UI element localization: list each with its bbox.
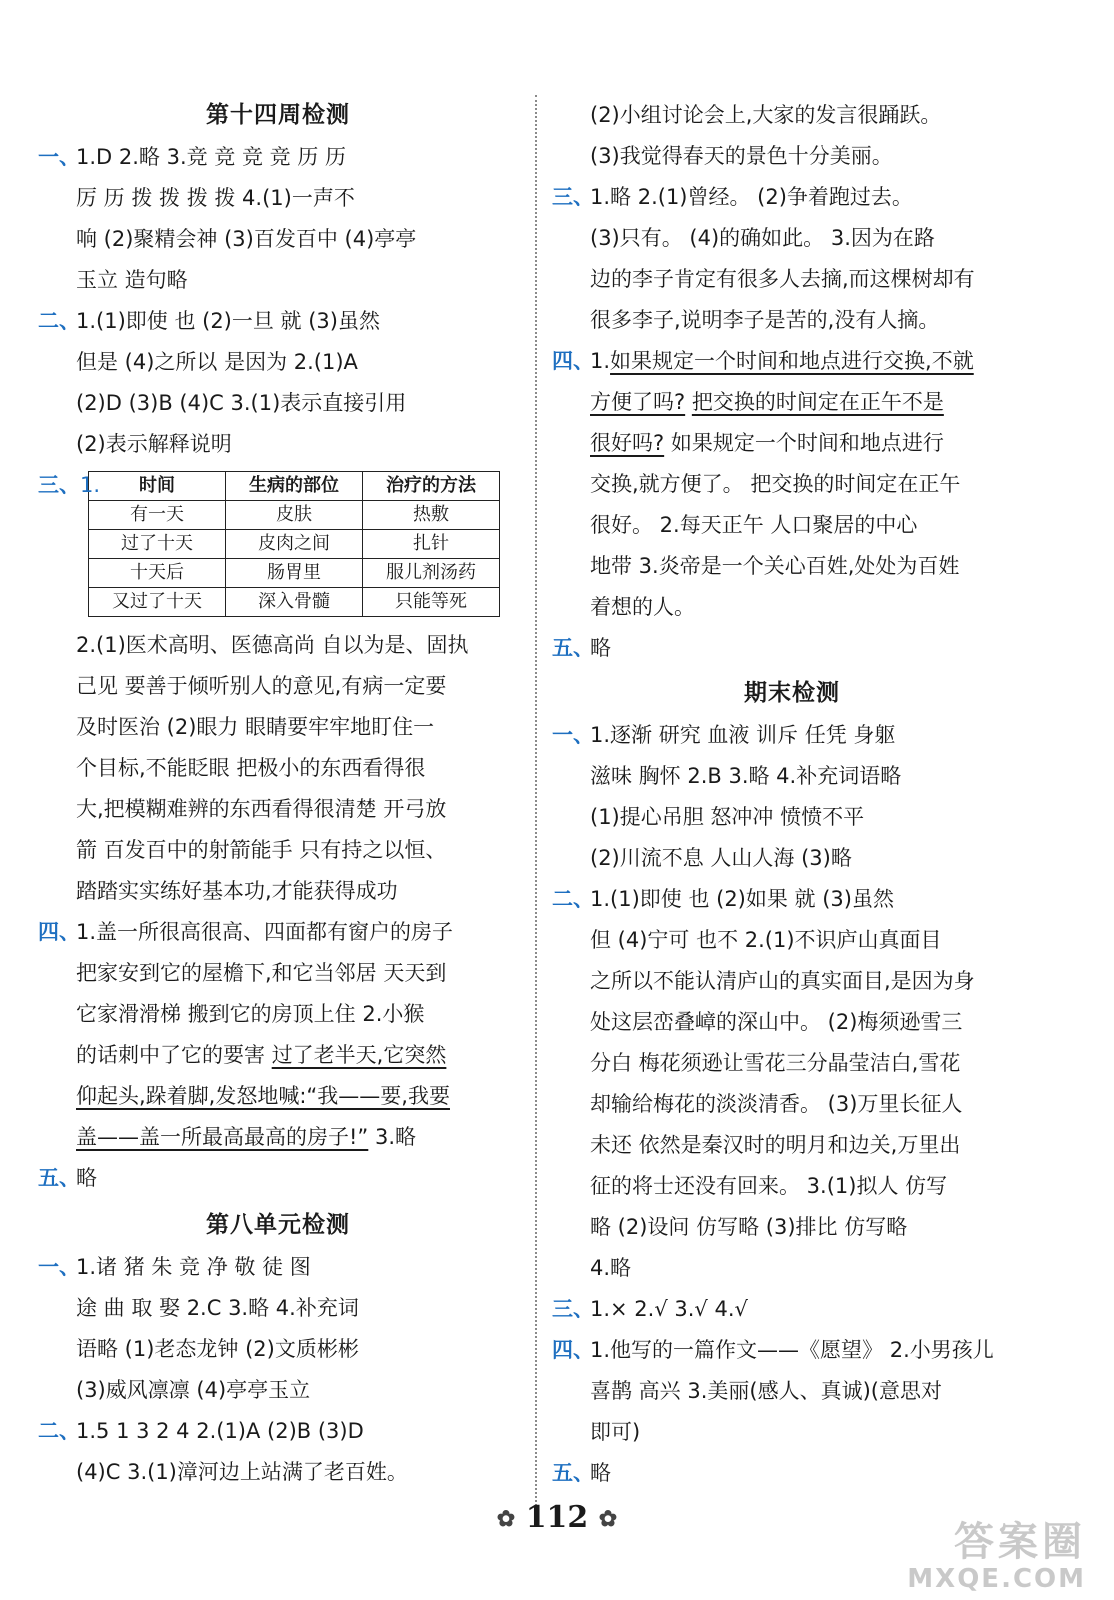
question-number: 二、 — [38, 1419, 80, 1443]
answer-line: 厉 历 拨 拨 拨 拨 4.(1)一声不 — [76, 186, 355, 210]
right-column — [552, 95, 1032, 1494]
page-number: 112 — [525, 1500, 589, 1535]
answer-line: 之所以不能认清庐山的真实面目,是因为身 — [590, 969, 975, 993]
answer-line: 略 — [76, 1166, 97, 1190]
bee-ornament-icon: ✿ — [598, 1506, 618, 1532]
answer-line: 途 曲 取 娶 2.C 3.略 4.补充词 — [76, 1296, 359, 1320]
answer-line: (2)小组讨论会上,大家的发言很踊跃。 — [590, 103, 942, 127]
question-number: 四、 — [552, 349, 594, 373]
answer-line: 己见 要善于倾听别人的意见,有病一定要 — [76, 674, 447, 698]
answer-line: 4.略 — [590, 1256, 632, 1280]
table-cell: 十天后 — [89, 559, 226, 588]
watermark-logo-text: 答案圈 — [954, 1519, 1086, 1565]
answer-line: 1.D 2.略 3.竞 竞 竞 竞 历 历 — [76, 145, 347, 169]
table-cell: 只能等死 — [363, 588, 500, 617]
question-block — [38, 301, 518, 465]
table-cell: 过了十天 — [89, 530, 226, 559]
answer-line: 处这层峦叠嶂的深山中。 (2)梅须逊雪三 — [590, 1010, 963, 1034]
question-block — [38, 1247, 518, 1411]
answer-line: 略 — [590, 636, 611, 660]
question-block — [552, 1453, 1032, 1494]
bee-ornament-icon: ✿ — [496, 1506, 516, 1532]
answer-line: 未还 依然是秦汉时的明月和边关,万里出 — [590, 1133, 961, 1157]
answer-line: 很多李子,说明李子是苦的,没有人摘。 — [590, 308, 940, 332]
answer-text: 3.略 — [368, 1125, 417, 1149]
section-title: 第八单元检测 — [206, 1212, 350, 1238]
answer-line: (2)表示解释说明 — [76, 432, 232, 456]
question-block — [552, 1289, 1032, 1330]
table-row — [89, 559, 500, 588]
answer-line — [590, 341, 1032, 382]
answer-line: 征的将士还没有回来。 3.(1)拟人 仿写 — [590, 1174, 948, 1198]
answer-line — [76, 1117, 518, 1158]
table-header: 治疗的方法 — [363, 472, 500, 501]
question-number: 三、 — [552, 1297, 594, 1321]
table-row — [89, 530, 500, 559]
question-number: 二、 — [38, 309, 80, 333]
table-cell: 又过了十天 — [89, 588, 226, 617]
answer-line: (3)只有。 (4)的确如此。 3.因为在路 — [590, 226, 935, 250]
question-block — [38, 1158, 518, 1199]
table-header: 生病的部位 — [226, 472, 363, 501]
question-block — [38, 1411, 518, 1493]
underlined-answer: 过了老半天,它突然 — [271, 1043, 447, 1067]
answer-line: 却输给梅花的淡淡清香。 (3)万里长征人 — [590, 1092, 963, 1116]
answer-line: 但是 (4)之所以 是因为 2.(1)A — [76, 350, 358, 374]
column-divider — [535, 95, 537, 1510]
answer-line: 踏踏实实练好基本功,才能获得成功 — [76, 879, 398, 903]
answer-line: (4)C 3.(1)漳河边上站满了老百姓。 — [76, 1460, 408, 1484]
answer-line: 1.(1)即使 也 (2)如果 就 (3)虽然 — [590, 887, 894, 911]
question-block — [552, 341, 1032, 628]
watermark — [907, 1520, 1086, 1594]
answer-line: 1.诸 猪 朱 竞 净 敬 徒 图 — [76, 1255, 311, 1279]
question-block — [552, 715, 1032, 879]
answer-line: 1.× 2.√ 3.√ 4.√ — [590, 1297, 748, 1321]
underlined-answer: 方便了吗? — [590, 390, 686, 414]
table-cell: 肠胃里 — [226, 559, 363, 588]
question-number: 二、 — [552, 887, 594, 911]
answer-line: 但 (4)宁可 也不 2.(1)不识庐山真面目 — [590, 928, 942, 952]
question-number: 三、 — [552, 185, 594, 209]
underlined-answer: 盖——盖一所最高最高的房子!” — [76, 1125, 369, 1149]
question-number: 四、 — [38, 920, 80, 944]
question-number: 五、 — [552, 1461, 594, 1485]
question-number: 五、 — [38, 1166, 80, 1190]
question-block — [38, 465, 518, 912]
question-block — [38, 137, 518, 301]
answer-line: 略 (2)设问 仿写略 (3)排比 仿写略 — [590, 1215, 908, 1239]
answer-line: 1.5 1 3 2 4 2.(1)A (2)B (3)D — [76, 1419, 364, 1443]
question-number: 三、1. — [38, 473, 101, 497]
table-cell: 热敷 — [363, 501, 500, 530]
left-column — [38, 95, 518, 1493]
answer-line: (1)提心吊胆 怒冲冲 愤愤不平 — [590, 805, 865, 829]
table-header-row — [89, 472, 500, 501]
table-row — [89, 501, 500, 530]
answer-line: 略 — [590, 1461, 611, 1485]
question-number: 一、 — [552, 723, 594, 747]
answer-line: (2)D (3)B (4)C 3.(1)表示直接引用 — [76, 391, 407, 415]
answer-text: 1. — [590, 349, 611, 373]
question-block — [552, 95, 1032, 177]
answer-text: 的话刺中了它的要害 — [76, 1043, 272, 1067]
answer-line: 个目标,不能眨眼 把极小的东西看得很 — [76, 756, 426, 780]
table-cell: 皮肉之间 — [226, 530, 363, 559]
underlined-answer: 把交换的时间定在正午不是 — [691, 390, 944, 414]
answer-line: 边的李子肯定有很多人去摘,而这棵树却有 — [590, 267, 975, 291]
answer-line: 滋味 胸怀 2.B 3.略 4.补充词语略 — [590, 764, 902, 788]
answer-text: 如果规定一个时间和地点进行 — [664, 431, 944, 455]
answer-line: 1.他写的一篇作文——《愿望》 2.小男孩儿 — [590, 1338, 994, 1362]
question-number: 一、 — [38, 145, 80, 169]
underlined-answer: 仰起头,跺着脚,发怒地喊:“我——要,我要 — [76, 1084, 450, 1108]
answer-line: 2.(1)医术高明、医德高尚 自以为是、固执 — [76, 633, 469, 657]
table-cell: 有一天 — [89, 501, 226, 530]
question-number: 一、 — [38, 1255, 80, 1279]
answer-line: 它家滑滑梯 搬到它的房顶上住 2.小猴 — [76, 1002, 425, 1026]
answer-line: 把家安到它的屋檐下,和它当邻居 天天到 — [76, 961, 447, 985]
answer-line: (3)我觉得春天的景色十分美丽。 — [590, 144, 893, 168]
underlined-answer: 很好吗? — [590, 431, 665, 455]
answer-line: 很好。 2.每天正午 人口聚居的中心 — [590, 513, 918, 537]
answer-line — [590, 423, 1032, 464]
watermark-url: MXQE.COM — [907, 1564, 1086, 1594]
question-block — [552, 879, 1032, 1289]
underlined-answer: 如果规定一个时间和地点进行交换,不就 — [610, 349, 974, 373]
answer-line: 及时医治 (2)眼力 眼睛要牢牢地盯住一 — [76, 715, 435, 739]
answer-line — [590, 382, 1032, 423]
question-number: 五、 — [552, 636, 594, 660]
question-number: 四、 — [552, 1338, 594, 1362]
answer-line: 大,把模糊难辨的东西看得很清楚 开弓放 — [76, 797, 447, 821]
answer-line: 玉立 造句略 — [76, 268, 188, 292]
answer-line: 交换,就方便了。 把交换的时间定在正午 — [590, 472, 961, 496]
question-block — [552, 1330, 1032, 1453]
table-cell: 深入骨髓 — [226, 588, 363, 617]
table-header: 时间 — [89, 472, 226, 501]
answer-line: 着想的人。 — [590, 595, 695, 619]
answer-line: 地带 3.炎帝是一个关心百姓,处处为百姓 — [590, 554, 960, 578]
answer-line: (3)威风凛凛 (4)亭亭玉立 — [76, 1378, 311, 1402]
table-cell: 扎针 — [363, 530, 500, 559]
answer-line: 响 (2)聚精会神 (3)百发百中 (4)亭亭 — [76, 227, 417, 251]
question-block — [38, 912, 518, 1158]
section-title: 期末检测 — [744, 680, 840, 706]
answer-line: 即可) — [590, 1420, 641, 1444]
table-cell: 服儿剂汤药 — [363, 559, 500, 588]
answer-line — [76, 1035, 518, 1076]
answer-line: 喜鹊 高兴 3.美丽(感人、真诚)(意思对 — [590, 1379, 942, 1403]
answer-line: 1.盖一所很高很高、四面都有窗户的房子 — [76, 920, 454, 944]
answer-line: 1.(1)即使 也 (2)一旦 就 (3)虽然 — [76, 309, 380, 333]
section-title: 第十四周检测 — [206, 102, 350, 128]
treatment-table — [88, 471, 500, 617]
answer-line: 箭 百发百中的射箭能手 只有持之以恒、 — [76, 838, 447, 862]
answer-line: 1.略 2.(1)曾经。 (2)争着跑过去。 — [590, 185, 913, 209]
table-cell: 皮肤 — [226, 501, 363, 530]
answer-line: 1.逐渐 研究 血液 训斥 任凭 身躯 — [590, 723, 896, 747]
table-row-wrap — [38, 465, 518, 625]
answer-line: (2)川流不息 人山人海 (3)略 — [590, 846, 852, 870]
question-block — [552, 628, 1032, 669]
answer-line: 分白 梅花须逊让雪花三分晶莹洁白,雪花 — [590, 1051, 961, 1075]
table-row — [89, 588, 500, 617]
answer-line: 语略 (1)老态龙钟 (2)文质彬彬 — [76, 1337, 359, 1361]
question-block — [552, 177, 1032, 341]
